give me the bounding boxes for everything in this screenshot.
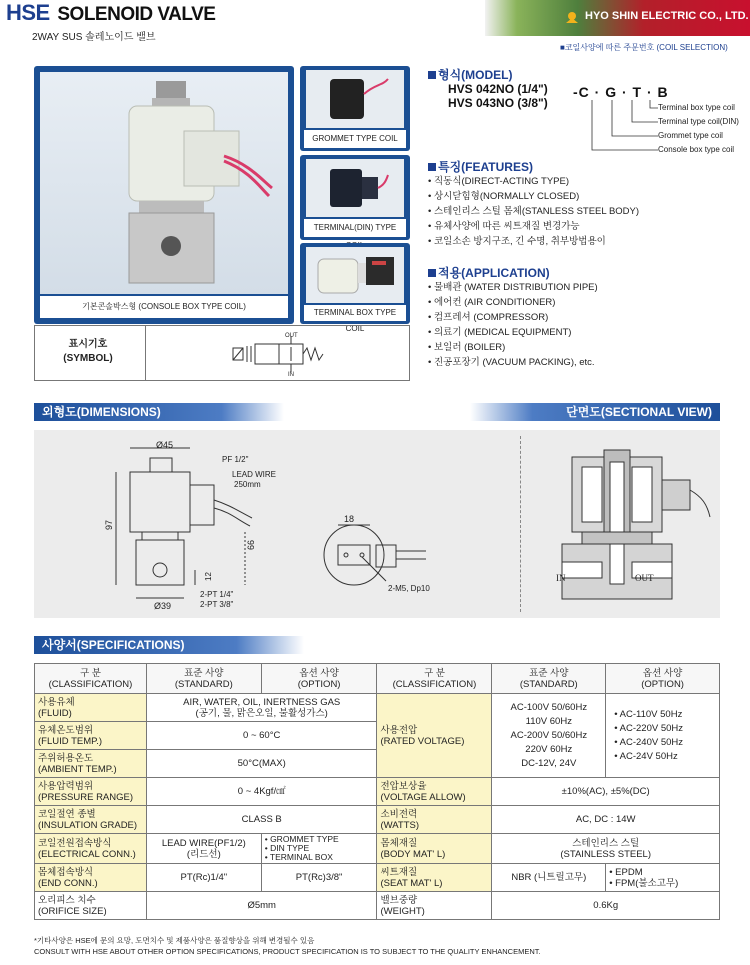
dim-h97: 97 bbox=[104, 519, 115, 531]
voltage-opt-item: • AC-220V 50Hz bbox=[614, 722, 684, 734]
dim-pt38: 2-PT 3/8" bbox=[200, 600, 234, 609]
features-title: 특징(FEATURES) bbox=[438, 160, 533, 174]
pressure-label bbox=[35, 778, 147, 806]
fluid-temp-ko: 유체온도범위 bbox=[38, 724, 94, 736]
dim-pt14: 2-PT 1/4" bbox=[200, 590, 234, 599]
legend-console-box: Console box type coil bbox=[658, 145, 735, 154]
page-title bbox=[6, 0, 215, 26]
insulation-en: (INSULATION GRADE) bbox=[38, 819, 138, 831]
body-value bbox=[492, 834, 720, 864]
model-bullet-icon bbox=[428, 71, 436, 79]
symbol-divider bbox=[145, 325, 146, 381]
dim-w18: 18 bbox=[344, 514, 355, 524]
table-row bbox=[35, 864, 720, 892]
elec-opt-item: • DIN TYPE bbox=[264, 843, 310, 853]
footnote-en: CONSULT WITH HSE ABOUT OTHER OPTION SPECIFICATIONS, PRODUCT SPECIFICATION IS TO SUBJECT TO THE QUALITY ENHANCEMENT. bbox=[34, 947, 541, 956]
voltage-opt-text: AC-24V 50Hz bbox=[619, 750, 678, 762]
features-heading bbox=[428, 158, 533, 175]
dim-d45: Ø45 bbox=[156, 440, 174, 450]
orifice-en: (ORIFICE SIZE) bbox=[38, 905, 107, 917]
grommet-coil-image bbox=[300, 66, 410, 151]
header-cls-en: (CLASSIFICATION) bbox=[48, 678, 133, 690]
fluid-v2: (공기, 물, 맑은오일, 불활성가스) bbox=[195, 707, 328, 719]
insulation-ko: 코일절연 종별 bbox=[38, 808, 96, 820]
orifice-ko: 오리피스 치수 bbox=[38, 894, 96, 906]
header-opt-en: (OPTION) bbox=[641, 678, 684, 690]
elec-en: (ELECTRICAL CONN.) bbox=[38, 848, 136, 860]
ambient-value: 50°C(MAX) bbox=[146, 750, 377, 778]
terminal-box-caption: TERMINAL BOX TYPE COIL bbox=[304, 305, 406, 321]
header-option-2 bbox=[606, 664, 720, 694]
watts-label bbox=[377, 806, 492, 834]
grommet-coil-icon bbox=[320, 74, 390, 124]
solenoid-valve-illustration bbox=[74, 76, 274, 291]
header-std-en: (STANDARD) bbox=[174, 678, 233, 690]
dimensions-divider bbox=[520, 436, 521, 612]
dim-pf: PF 1/2" bbox=[222, 455, 249, 464]
elec-label bbox=[35, 834, 147, 864]
application-bullet-icon bbox=[428, 269, 436, 277]
end-conn-en: (END CONN.) bbox=[38, 877, 98, 889]
voltage-label bbox=[377, 694, 492, 778]
voltage-allow-label bbox=[377, 778, 492, 806]
valve-symbol-icon bbox=[225, 332, 335, 376]
features-bullet-icon bbox=[428, 163, 436, 171]
table-row bbox=[35, 694, 720, 722]
dimensions-banner: 외형도(DIMENSIONS) bbox=[34, 403, 284, 421]
elec-opt-text: TERMINAL BOX bbox=[269, 852, 333, 862]
symbol-label bbox=[38, 338, 138, 366]
model-line-2: HVS 043NO (3/8") bbox=[448, 96, 548, 110]
table-header-row bbox=[35, 664, 720, 694]
specifications-banner: 사양서(SPECIFICATIONS) bbox=[34, 636, 304, 654]
body-v1: 스테인리스 스틸 bbox=[572, 837, 640, 849]
main-product-image bbox=[34, 66, 294, 324]
voltage-ko: 사용전압 bbox=[380, 724, 418, 736]
sectional-banner: 단면도(SECTIONAL VIEW) bbox=[470, 403, 720, 421]
application-item: • 컴프레셔 (COMPRESSOR) bbox=[428, 310, 598, 325]
ambient-label bbox=[35, 750, 147, 778]
voltage-std-item: 110V 60Hz bbox=[525, 715, 572, 727]
seat-ko: 씨트재질 bbox=[380, 866, 418, 878]
table-row bbox=[35, 806, 720, 834]
feature-item: • 유체사양에 따른 씨트재질 변경가능 bbox=[428, 219, 639, 234]
feature-item: • 코일소손 방지구조, 긴 수명, 취부방법용이 bbox=[428, 234, 639, 249]
voltage-opt-item: • AC-24V 50Hz bbox=[614, 750, 678, 762]
dim-d39: Ø39 bbox=[154, 601, 172, 611]
model-line-1: HVS 042NO (1/4") bbox=[448, 82, 548, 96]
fluid-temp-label bbox=[35, 722, 147, 750]
voltage-en: (RATED VOLTAGE) bbox=[380, 735, 465, 747]
elec-option bbox=[261, 834, 377, 864]
feature-item: • 직동식(DIRECT-ACTING TYPE) bbox=[428, 174, 639, 189]
seat-opt-item: • FPM(불소고무) bbox=[609, 877, 679, 889]
application-item: • 진공포장기 (VACUUM PACKING), etc. bbox=[428, 355, 598, 370]
header-opt-en: (OPTION) bbox=[297, 678, 341, 690]
watts-value: AC, DC : 14W bbox=[492, 806, 720, 834]
header-cls-ko: 구 분 bbox=[79, 667, 101, 679]
body-ko: 몸체재질 bbox=[380, 837, 418, 849]
legend-grommet: Grommet type coil bbox=[658, 131, 723, 140]
title-hse: HSE bbox=[6, 0, 50, 25]
elec-opt-item: • TERMINAL BOX bbox=[264, 852, 333, 862]
features-list bbox=[428, 174, 639, 249]
orifice-value: Ø5mm bbox=[146, 892, 377, 920]
sectional-view-drawing bbox=[552, 442, 712, 612]
header-std-ko: 표준 사양 bbox=[529, 667, 569, 679]
elec-std1: LEAD WIRE(PF1/2) bbox=[161, 837, 246, 849]
seat-option bbox=[606, 864, 720, 892]
application-item: • 물배관 (WATER DISTRIBUTION PIPE) bbox=[428, 280, 598, 295]
feature-item: • 상시닫힘형(NORMALLY CLOSED) bbox=[428, 189, 639, 204]
body-v2: (STAINLESS STEEL) bbox=[560, 848, 652, 860]
symbol-in: IN bbox=[288, 372, 294, 378]
end-conn-option: PT(Rc)3/8" bbox=[261, 864, 377, 892]
voltage-allow-ko: 전압보상율 bbox=[380, 780, 427, 792]
end-conn-ko: 몸체접속방식 bbox=[38, 866, 94, 878]
table-row bbox=[35, 834, 720, 864]
header-opt-ko: 옵션 사양 bbox=[299, 667, 339, 679]
brand-name: HYO SHIN ELECTRIC CO., LTD. bbox=[585, 10, 749, 22]
weight-en: (WEIGHT) bbox=[380, 905, 425, 917]
elec-opt-item: • GROMMET TYPE bbox=[264, 834, 339, 844]
voltage-std-item: AC-100V 50/60Hz bbox=[510, 701, 588, 713]
fluid-ko: 사용유체 bbox=[38, 696, 75, 708]
header-standard-2 bbox=[492, 664, 606, 694]
sectional-in: IN bbox=[556, 573, 566, 583]
weight-value: 0.6Kg bbox=[492, 892, 720, 920]
watts-en: (WATTS) bbox=[380, 819, 419, 831]
application-title: 적용(APPLICATION) bbox=[438, 266, 550, 280]
insulation-label bbox=[35, 806, 147, 834]
header-classification-2 bbox=[377, 664, 492, 694]
voltage-option bbox=[606, 694, 720, 778]
sectional-out: OUT bbox=[635, 573, 654, 583]
model-legend-lines bbox=[580, 100, 660, 156]
fluid-temp-value: 0 ~ 60°C bbox=[146, 722, 377, 750]
seat-en: (SEAT MAT' L) bbox=[380, 877, 443, 889]
application-list bbox=[428, 280, 598, 370]
header-standard bbox=[146, 664, 261, 694]
seat-opt-text: FPM(불소고무) bbox=[615, 877, 679, 889]
table-row bbox=[35, 778, 720, 806]
elec-opt-text: DIN TYPE bbox=[270, 843, 310, 853]
header-cls-ko: 구 분 bbox=[423, 667, 445, 679]
symbol-out: OUT bbox=[285, 333, 298, 339]
application-item: • 보일러 (BOILER) bbox=[428, 340, 598, 355]
voltage-std-item: DC-12V, 24V bbox=[521, 757, 577, 769]
voltage-allow-en: (VOLTAGE ALLOW) bbox=[380, 791, 466, 803]
terminal-din-caption: TERMINAL(DIN) TYPE bbox=[304, 219, 406, 237]
voltage-opt-text: AC-110V 50Hz bbox=[619, 708, 683, 720]
header-opt-ko: 옵션 사양 bbox=[642, 667, 683, 679]
brand-logo-icon bbox=[565, 10, 579, 24]
voltage-opt-item: • AC-240V 50Hz bbox=[614, 736, 684, 748]
watts-ko: 소비전력 bbox=[380, 808, 418, 820]
feature-item: • 스테인리스 스틸 몸체(STANLESS STEEL BODY) bbox=[428, 204, 639, 219]
fluid-temp-en: (FLUID TEMP.) bbox=[38, 735, 103, 747]
end-conn-label bbox=[35, 864, 147, 892]
voltage-opt-item: • AC-110V 50Hz bbox=[614, 708, 683, 720]
orifice-label bbox=[35, 892, 147, 920]
header-std-en: (STANDARD) bbox=[519, 678, 578, 690]
table-row bbox=[35, 892, 720, 920]
voltage-opt-text: AC-240V 50Hz bbox=[619, 736, 684, 748]
dim-m5: 2-M5, Dp10 bbox=[388, 584, 430, 593]
grommet-caption: GROMMET TYPE COIL bbox=[304, 130, 406, 148]
elec-standard bbox=[146, 834, 261, 864]
model-suffix: -C · G · T · B bbox=[573, 84, 669, 100]
footnote bbox=[34, 935, 541, 957]
elec-std2: (리드선) bbox=[186, 848, 221, 860]
model-title: 형식(MODEL) bbox=[438, 68, 513, 82]
pressure-ko: 사용압력범위 bbox=[38, 780, 94, 792]
terminal-box-coil-icon bbox=[314, 251, 398, 299]
voltage-std-item: AC-200V 50/60Hz bbox=[510, 729, 588, 741]
dim-lead-len: 250mm bbox=[234, 480, 261, 489]
specifications-table bbox=[34, 663, 720, 920]
header-cls-en: (CLASSIFICATION) bbox=[392, 678, 477, 690]
legend-terminal-din: Terminal type coil(DIN) bbox=[658, 117, 739, 126]
main-caption: 기본콘솔박스형 (CONSOLE BOX TYPE COIL) bbox=[40, 296, 288, 318]
seat-opt-item: • EPDM bbox=[609, 866, 643, 878]
front-view-drawing bbox=[100, 440, 300, 610]
dim-lead-wire: LEAD WIRE bbox=[232, 470, 277, 479]
weight-label bbox=[377, 892, 492, 920]
application-heading bbox=[428, 264, 550, 281]
legend-terminal-box: Terminal box type coil bbox=[658, 103, 735, 112]
body-label bbox=[377, 834, 492, 864]
voltage-allow-value: ±10%(AC), ±5%(DC) bbox=[492, 778, 720, 806]
ambient-ko: 주위허용온도 bbox=[38, 752, 94, 764]
coil-selection-heading: ■코일사양에 따른 주문번호 (COIL SELECTION) bbox=[560, 43, 728, 52]
terminal-box-coil-image bbox=[300, 243, 410, 333]
seat-opt-text: EPDM bbox=[615, 866, 643, 878]
symbol-label-en: (SYMBOL) bbox=[63, 353, 113, 364]
model-heading bbox=[428, 66, 513, 83]
terminal-din-coil-image bbox=[300, 155, 410, 240]
pressure-en: (PRESSURE RANGE) bbox=[38, 791, 134, 803]
header-classification bbox=[35, 664, 147, 694]
fluid-label bbox=[35, 694, 147, 722]
fluid-v1: AIR, WATER, OIL, INERTNESS GAS bbox=[183, 696, 341, 708]
application-item: • 의료기 (MEDICAL EQUIPMENT) bbox=[428, 325, 598, 340]
application-item: • 에어컨 (AIR CONDITIONER) bbox=[428, 295, 598, 310]
weight-ko: 밸브중량 bbox=[380, 894, 418, 906]
voltage-std-item: 220V 60Hz bbox=[525, 743, 573, 755]
seat-standard: NBR (니트릴고무) bbox=[492, 864, 606, 892]
elec-opt-text: GROMMET TYPE bbox=[270, 834, 339, 844]
body-en: (BODY MAT' L) bbox=[380, 848, 446, 860]
title-solenoid-valve: SOLENOID VALVE bbox=[57, 4, 216, 25]
fluid-en: (FLUID) bbox=[38, 707, 72, 719]
dim-h12: 12 bbox=[203, 572, 213, 581]
header-std-ko: 표준 사양 bbox=[184, 667, 224, 679]
symbol-label-ko: 표시기호 bbox=[68, 339, 108, 350]
voltage-opt-text: AC-220V 50Hz bbox=[619, 722, 684, 734]
elec-ko: 코일전원접속방식 bbox=[38, 837, 112, 849]
dim-h66: 66 bbox=[246, 539, 257, 551]
insulation-value: CLASS B bbox=[146, 806, 377, 834]
end-conn-standard: PT(Rc)1/4" bbox=[146, 864, 261, 892]
pressure-value: 0 ~ 4Kgf/㎠ bbox=[146, 778, 377, 806]
footnote-ko: *기타사양은 HSE에 문의 요망, 도면치수 및 제품사양은 품질향상을 위해 변경될수 있음 bbox=[34, 936, 315, 945]
ambient-en: (AMBIENT TEMP.) bbox=[38, 763, 117, 775]
header-option bbox=[261, 664, 377, 694]
fluid-value bbox=[146, 694, 377, 722]
voltage-standard bbox=[492, 694, 606, 778]
din-coil-icon bbox=[320, 163, 390, 213]
seat-label bbox=[377, 864, 492, 892]
top-view-drawing bbox=[316, 515, 466, 595]
page-subtitle: 2WAY SUS 솔레노이드 밸브 bbox=[32, 32, 156, 43]
